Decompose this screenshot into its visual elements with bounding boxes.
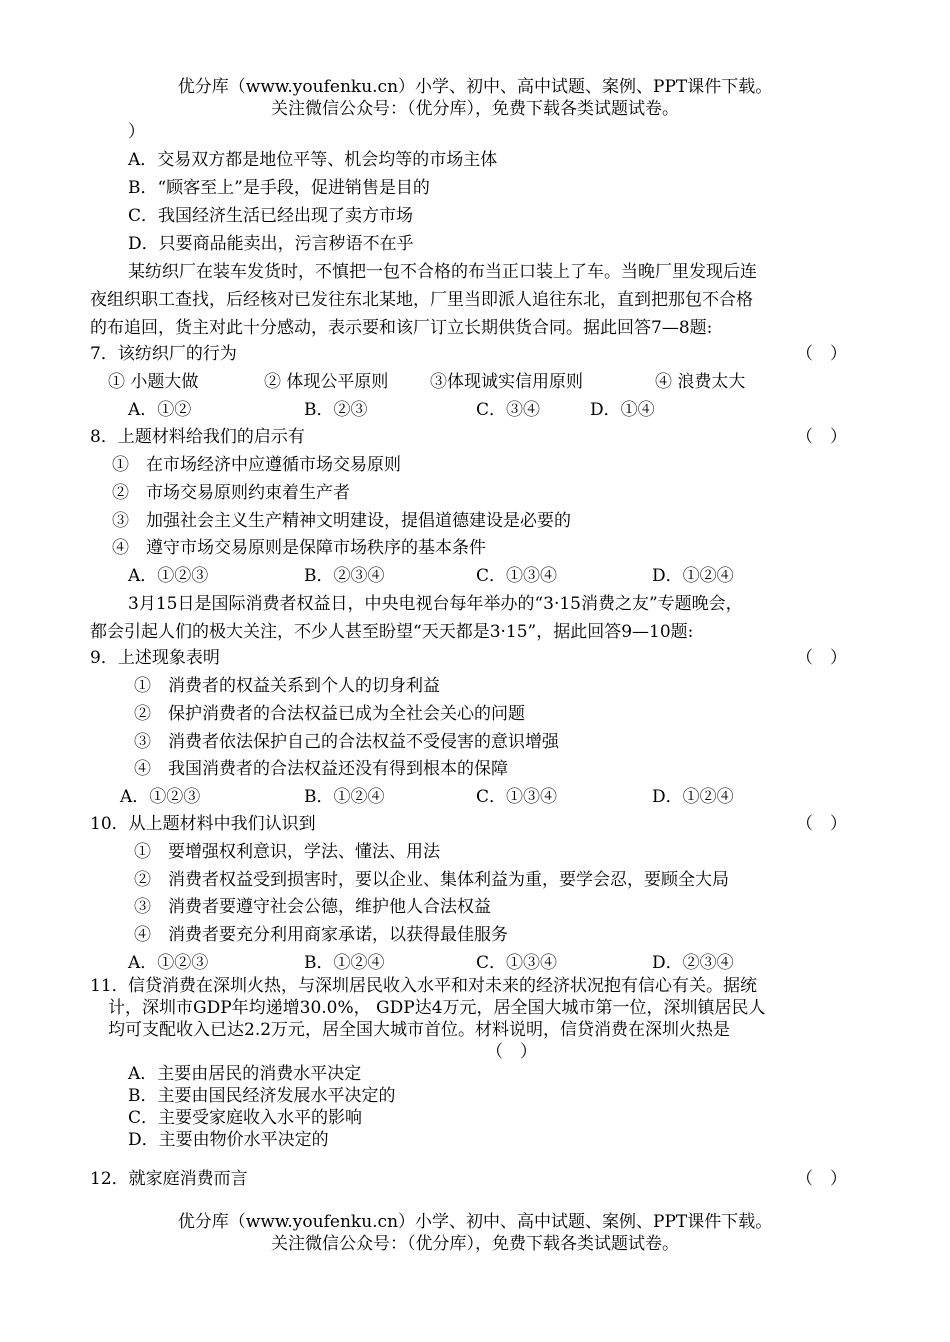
q8-item-4: ④ 遵守市场交易原则是保障市场秩序的基本条件: [112, 538, 486, 558]
q10-choice-d: D．②③④: [652, 953, 734, 973]
q9-stem: 9．上述现象表明: [90, 648, 220, 668]
q11-option-c: C．主要受家庭收入水平的影响: [128, 1108, 363, 1128]
q12-stem: 12．就家庭消费而言: [90, 1169, 248, 1189]
q8-choice-a: A．①②③: [128, 566, 209, 586]
q9-item-1: ① 消费者的权益关系到个人的切身利益: [134, 676, 440, 696]
q9-answer-paren: （ ）: [796, 648, 847, 668]
q7-item-3: ③体现诚实信用原则: [430, 372, 583, 392]
header-line-2: 关注微信公众号：（优分库），免费下载各类试题试卷。: [271, 99, 679, 119]
passage1-line-3: 的布追回，货主对此十分感动，表示要和该厂订立长期供货合同。据此回答7—8题:: [90, 318, 713, 338]
q10-choice-c: C．①③④: [476, 953, 558, 973]
q7-item-4: ④ 浪费太大: [655, 372, 746, 392]
q8-choice-b: B．②③④: [304, 566, 385, 586]
q8-item-3: ③ 加强社会主义生产精神文明建设，提倡道德建设是必要的: [112, 511, 571, 531]
q9-item-2: ② 保护消费者的合法权益已成为全社会关心的问题: [134, 704, 525, 724]
q7-stem: 7．该纺织厂的行为: [90, 344, 237, 364]
q10-choice-b: B．①②④: [304, 953, 385, 973]
prev-option-b: B．“顾客至上”是手段，促进销售是目的: [128, 178, 430, 198]
passage2-line-1: 3月15日是国际消费者权益日，中央电视台每年举办的“3·15消费之友”专题晚会，: [128, 594, 743, 614]
passage2-line-2: 都会引起人们的极大关注，不少人甚至盼望“天天都是3·15”，据此回答9—10题:: [90, 622, 694, 642]
q9-item-4: ④ 我国消费者的合法权益还没有得到根本的保障: [134, 759, 508, 779]
q7-choice-a: A．①②: [128, 400, 192, 420]
q10-item-2: ② 消费者权益受到损害时，要以企业、集体利益为重，要学会忍，要顾全大局: [134, 870, 729, 890]
q12-answer-paren: （ ）: [796, 1169, 847, 1189]
q9-item-3: ③ 消费者依法保护自己的合法权益不受侵害的意识增强: [134, 732, 559, 752]
q7-answer-paren: （ ）: [796, 344, 847, 364]
prev-option-d: D．只要商品能卖出，污言秽语不在乎: [128, 234, 414, 254]
q7-choice-c: C．③④: [476, 400, 541, 420]
q11-option-a: A．主要由居民的消费水平决定: [128, 1064, 362, 1084]
q11-option-d: D．主要由物价水平决定的: [128, 1130, 329, 1150]
q9-choice-b: B．①②④: [304, 787, 385, 807]
q7-item-1: ① 小题大做: [108, 372, 199, 392]
q11-stem-line-3: 均可支配收入已达2.2万元，居全国大城市首位。材料说明，信贷消费在深圳火热是: [108, 1020, 731, 1040]
prev-option-c: C．我国经济生活已经出现了卖方市场: [128, 206, 414, 226]
q10-stem: 10．从上题材料中我们认识到: [90, 814, 316, 834]
q8-choice-c: C．①③④: [476, 566, 558, 586]
q8-item-2: ② 市场交易原则约束着生产者: [112, 483, 350, 503]
q11-option-b: B．主要由国民经济发展水平决定的: [128, 1086, 396, 1106]
q11-answer-paren: （ ）: [486, 1042, 537, 1062]
q10-item-3: ③ 消费者要遵守社会公德，维护他人合法权益: [134, 897, 491, 917]
q8-answer-paren: （ ）: [796, 427, 847, 447]
prev-question-paren: ）: [128, 122, 145, 142]
q10-item-1: ① 要增强权利意识，学法、懂法、用法: [134, 842, 440, 862]
passage1-line-1: 某纺织厂在装车发货时，不慎把一包不合格的布当正口装上了车。当晚厂里发现后连: [128, 262, 757, 282]
footer-line-1: 优分库（www.youfenku.cn）小学、初中、高中试题、案例、PPT课件下载。: [177, 1212, 773, 1232]
q11-number: 11．: [90, 976, 129, 996]
q10-item-4: ④ 消费者要充分利用商家承诺，以获得最佳服务: [134, 925, 508, 945]
q10-choice-a: A．①②③: [128, 953, 209, 973]
q9-choice-a: A．①②③: [120, 787, 201, 807]
q9-choice-d: D．①②④: [652, 787, 734, 807]
q7-choice-d: D．①④: [590, 400, 655, 420]
footer-line-2: 关注微信公众号：（优分库），免费下载各类试题试卷。: [271, 1234, 679, 1254]
passage1-line-2: 夜组织职工查找，后经核对已发往东北某地，厂里当即派人追往东北，直到把那包不合格: [90, 290, 753, 310]
header-line-1: 优分库（www.youfenku.cn）小学、初中、高中试题、案例、PPT课件下载。: [177, 77, 773, 97]
q11-stem-line-2: 计，深圳市GDP年均递增30.0%， GDP达4万元，居全国大城市第一位，深圳镇居民人: [108, 998, 766, 1018]
q8-item-1: ① 在市场经济中应遵循市场交易原则: [112, 455, 401, 475]
q8-choice-d: D．①②④: [652, 566, 734, 586]
q7-choice-b: B．②③: [304, 400, 368, 420]
q11-stem-line-1: 信贷消费在深圳火热，与深圳居民收入水平和对未来的经济状况抱有信心有关。据统: [128, 976, 757, 996]
prev-option-a: A．交易双方都是地位平等、机会均等的市场主体: [128, 150, 498, 170]
q10-answer-paren: （ ）: [796, 814, 847, 834]
q8-stem: 8．上题材料给我们的启示有: [90, 427, 305, 447]
q7-item-2: ② 体现公平原则: [264, 372, 389, 392]
q9-choice-c: C．①③④: [476, 787, 558, 807]
